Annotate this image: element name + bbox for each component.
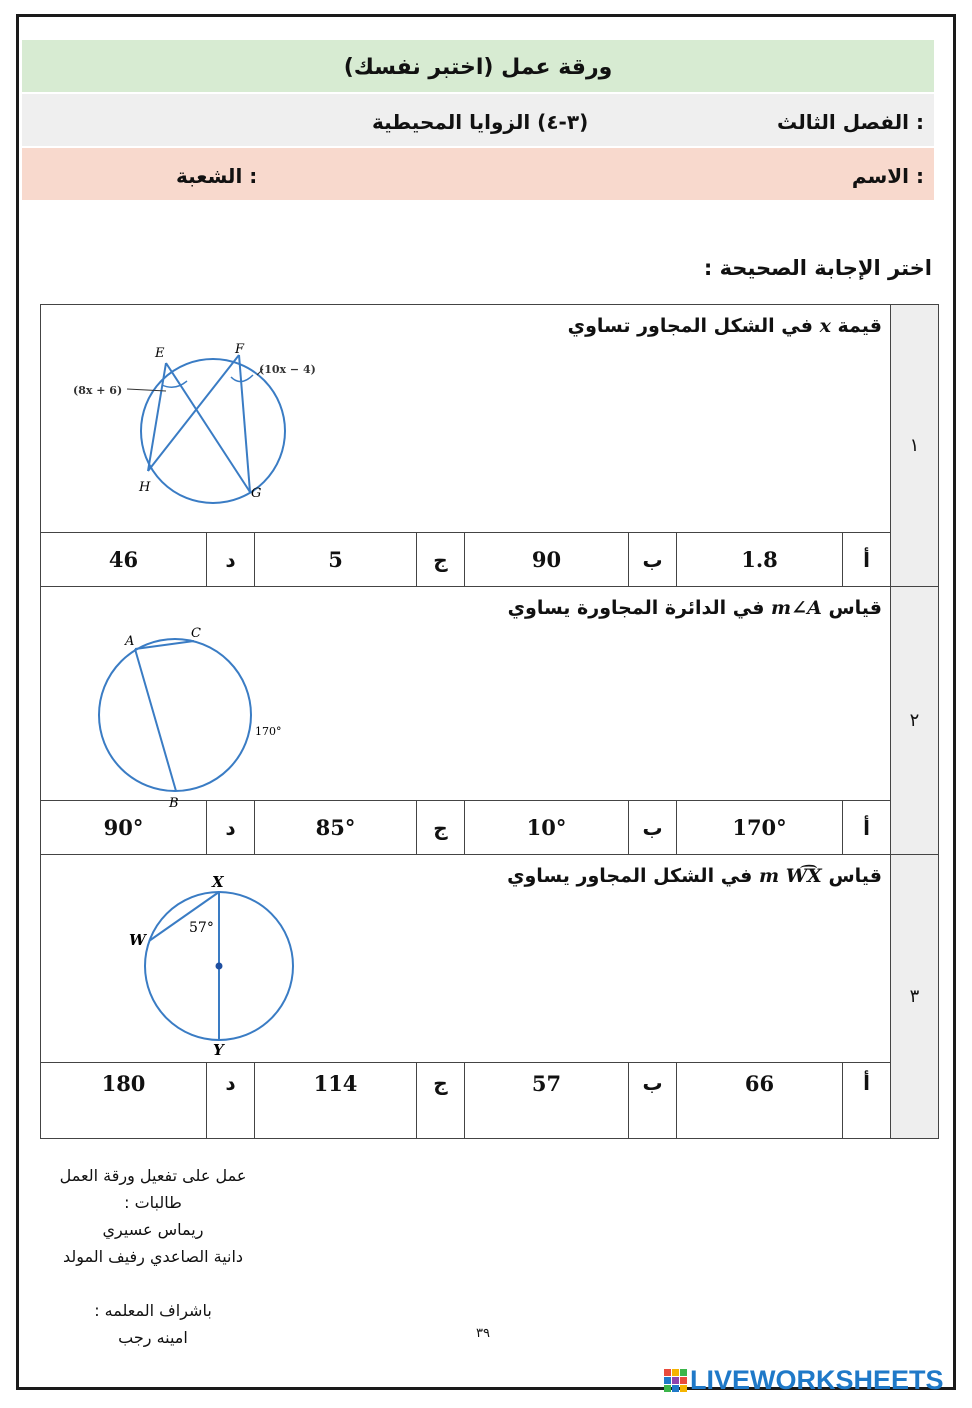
page-number: ٣٩ (476, 1326, 490, 1341)
option-a-value[interactable]: 170° (677, 801, 843, 855)
label-Y: Y (213, 1041, 224, 1059)
credits-line: عمل على تفعيل ورقة العمل (59, 1166, 247, 1185)
chord-EG (166, 363, 250, 492)
worksheet-title-band (22, 40, 934, 92)
option-b-value[interactable]: 57 (465, 1063, 629, 1139)
name-band (22, 148, 934, 200)
instruction: اختر الإجابة الصحيحة : (703, 256, 932, 280)
lesson-title: (٣-٤) الزوايا المحيطية (372, 110, 589, 134)
arc-label: 170° (255, 725, 282, 738)
option-c-letter: ج (417, 801, 465, 855)
chapter-label: الفصل الثالث : (777, 110, 924, 134)
credits-line: ريماس عسيري (102, 1220, 204, 1239)
option-d-value[interactable]: 180 (41, 1063, 207, 1139)
question-1-number: ١ (891, 305, 939, 587)
question-1-row (41, 305, 939, 533)
section-label: الشعبة : (176, 164, 258, 188)
option-c-value[interactable]: 114 (255, 1063, 417, 1139)
option-c-letter: ج (417, 1063, 465, 1139)
questions-table (40, 304, 939, 1139)
chord-AB (135, 649, 176, 791)
credits-line: امينه رجب (118, 1328, 188, 1347)
question-1-options (41, 533, 939, 587)
option-c-value[interactable]: 5 (255, 533, 417, 587)
label-F: F (235, 342, 245, 357)
angle-label: 57° (189, 920, 214, 936)
question-3-number: ٣ (891, 855, 939, 1139)
angle-label-left: (8x + 6) (73, 384, 123, 397)
label-X: X (212, 873, 224, 891)
liveworksheets-logo-icon (664, 1369, 688, 1393)
liveworksheets-brand (664, 1365, 944, 1396)
label-E: E (155, 346, 165, 361)
option-b-letter: ب (629, 1063, 677, 1139)
question-2-row (41, 587, 939, 801)
question-2-stem (41, 587, 891, 811)
question-2-number: ٢ (891, 587, 939, 855)
credits-spacer (40, 1270, 266, 1297)
worksheet-title: ورقة عمل (اختبر نفسك) (343, 55, 613, 80)
label-H: H (139, 480, 151, 495)
question-1-text: قيمة x في الشكل المجاور تساوي (567, 315, 882, 337)
angle-label-right: (10x − 4) (259, 363, 316, 376)
question-1-stem (41, 305, 891, 533)
option-d-letter: د (207, 801, 255, 855)
option-b-letter: ب (629, 801, 677, 855)
option-d-letter: د (207, 1063, 255, 1139)
question-3-figure (81, 869, 321, 1059)
chord-FG (239, 355, 250, 492)
credits-line: طالبات : (124, 1193, 182, 1212)
leader-left (127, 389, 166, 391)
option-d-value[interactable]: 90° (41, 801, 207, 855)
question-2-figure (91, 617, 351, 811)
chord-EH (148, 363, 166, 471)
option-c-letter: ج (417, 533, 465, 587)
option-b-value[interactable]: 90 (465, 533, 629, 587)
center-point (216, 963, 223, 970)
option-a-letter: أ (843, 801, 891, 855)
option-d-letter: د (207, 533, 255, 587)
option-d-value[interactable]: 46 (41, 533, 207, 587)
label-B: B (169, 796, 179, 811)
question-2-text: قياس m∠A في الدائرة المجاورة يساوي (507, 597, 882, 619)
option-a-value[interactable]: 66 (677, 1063, 843, 1139)
question-3-row (41, 855, 939, 1063)
question-3-options (41, 1063, 939, 1139)
option-b-letter: ب (629, 533, 677, 587)
name-label: الاسم : (851, 164, 924, 188)
option-a-letter: أ (843, 533, 891, 587)
brand-wordmark: LIVEWORKSHEETS (690, 1365, 944, 1395)
option-b-value[interactable]: 10° (465, 801, 629, 855)
credits-line: باشراف المعلمه : (94, 1301, 212, 1320)
label-C: C (191, 626, 201, 641)
option-c-value[interactable]: 85° (255, 801, 417, 855)
angle-arc-E (162, 381, 187, 387)
question-3-text: قياس m W͡X في الشكل المجاور يساوي (507, 865, 882, 887)
label-G: G (251, 486, 262, 501)
label-A: A (125, 634, 135, 649)
circle-outline (99, 639, 251, 791)
label-W: W (129, 931, 146, 949)
credits-block (40, 1162, 266, 1351)
credits-line: دانية الصاعدي رفيف المولد (62, 1247, 244, 1266)
question-1-figure (69, 339, 349, 509)
option-a-letter: أ (843, 1063, 891, 1139)
chapter-band (22, 94, 934, 146)
option-a-value[interactable]: 1.8 (677, 533, 843, 587)
question-3-stem (41, 855, 891, 1063)
